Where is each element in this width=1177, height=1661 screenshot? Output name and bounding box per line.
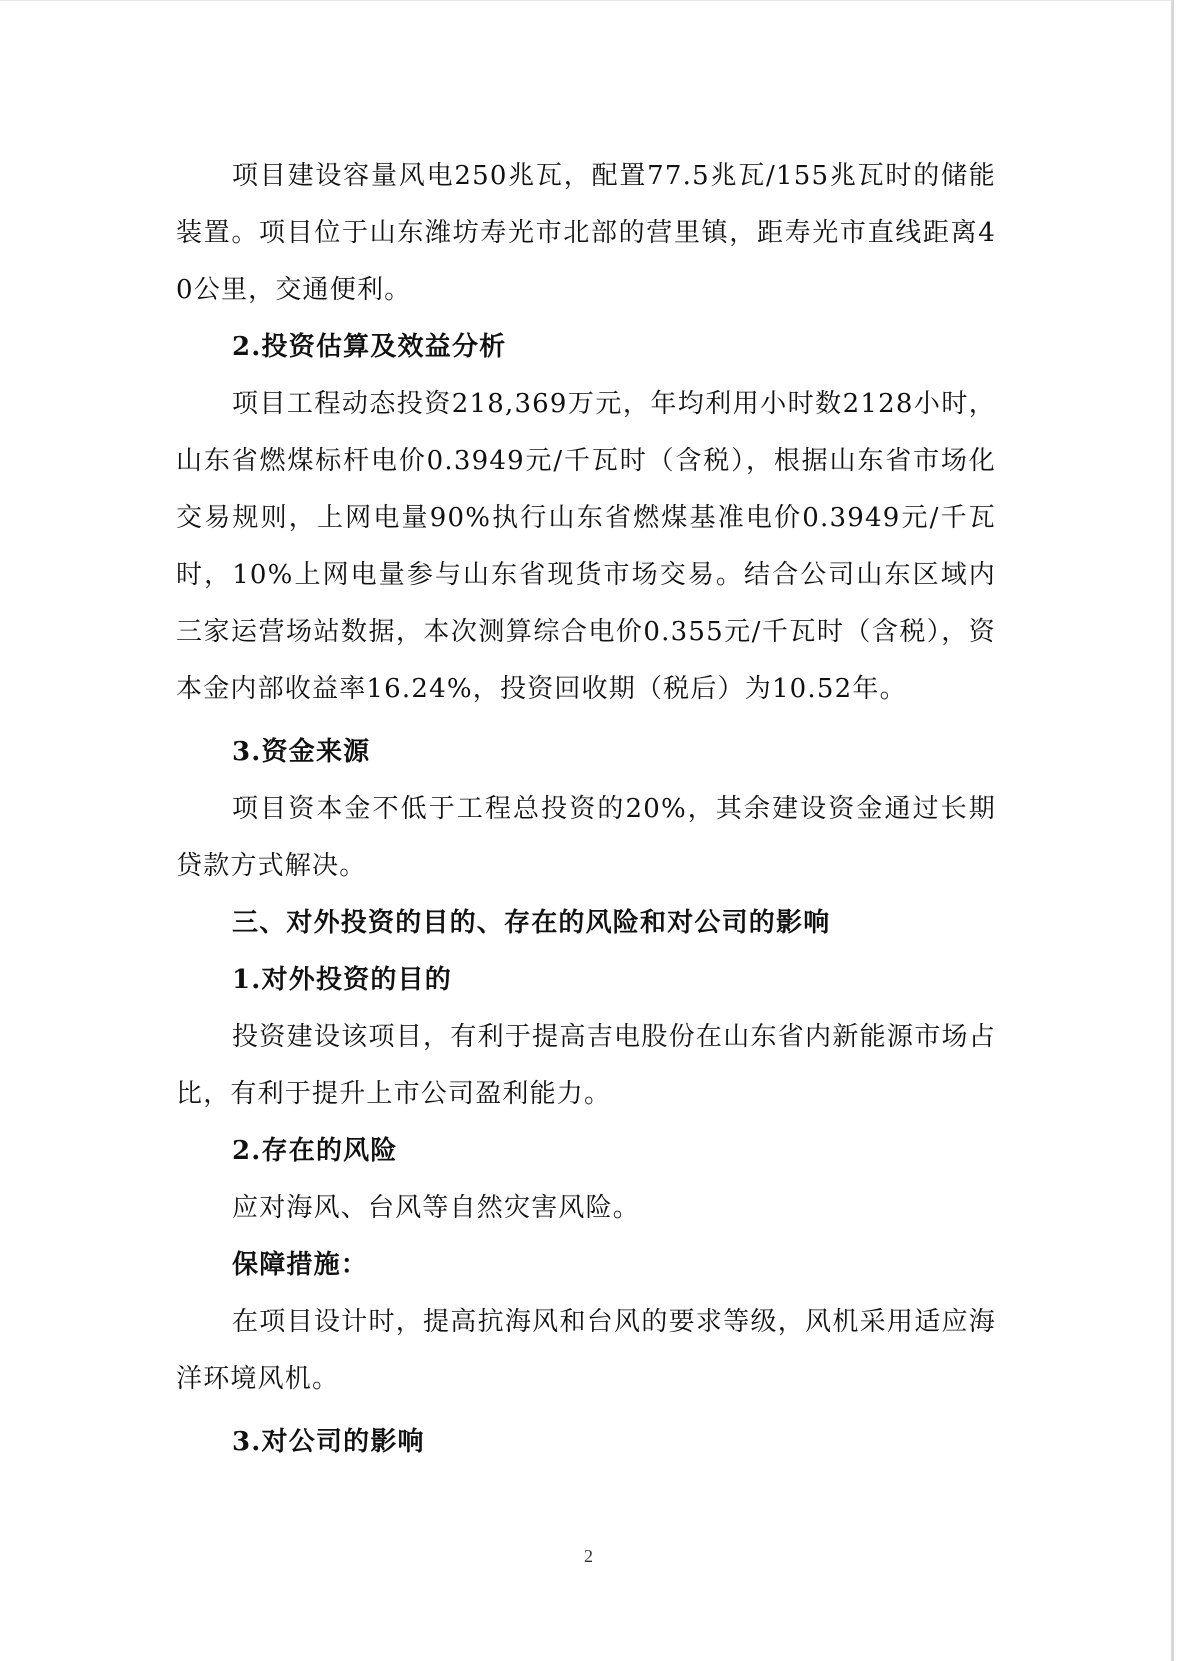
- safeguard-measures-heading: 保障措施：: [232, 1250, 369, 1280]
- funding-source-heading: 3.资金来源: [232, 737, 371, 767]
- section-three-title: 三、对外投资的目的、存在的风险和对公司的影响: [232, 908, 831, 938]
- project-overview-paragraph: 项目建设容量风电250兆瓦，配置77.5兆瓦/155兆瓦时的储能装置。项目位于山东潍坊寿光市北部的营里镇，距寿光市直线距离40公里，交通便利。: [176, 161, 996, 305]
- company-impact-heading: 3.对公司的影响: [232, 1427, 425, 1457]
- investment-estimate-heading: 2.投资估算及效益分析: [232, 332, 507, 362]
- funding-source-paragraph: 项目资本金不低于工程总投资的20%，其余建设资金通过长期贷款方式解决。: [176, 794, 996, 881]
- safeguard-measures-paragraph: 在项目设计时，提高抗海风和台风的要求等级，风机采用适应海洋环境风机。: [176, 1307, 996, 1394]
- investment-analysis-paragraph: 项目工程动态投资218,369万元，年均利用小时数2128小时，山东省燃煤标杆电价0.3949元/千瓦时（含税），根据山东省市场化交易规则，上网电量90%执行山东省燃煤基准电价0.3949元/千瓦时，10%上网电量参与山东省现货市场交易。结合公司山东区域内三家运营场站数据，本次测算综合电价0.355元/千瓦时（含税），资本金内部收益率16.24%，投资回收期（税后）为10.52年。: [176, 389, 996, 704]
- investment-purpose-heading: 1.对外投资的目的: [232, 965, 452, 995]
- risk-paragraph: 应对海风、台风等自然灾害风险。: [232, 1193, 641, 1223]
- page-right-edge: [1171, 0, 1174, 1661]
- risk-heading: 2.存在的风险: [232, 1136, 398, 1166]
- document-body: [176, 148, 996, 1471]
- investment-purpose-paragraph: 投资建设该项目，有利于提高吉电股份在山东省内新能源市场占比，有利于提升上市公司盈利能力。: [176, 1022, 996, 1109]
- page-top-edge: [0, 0, 1174, 1]
- page-number: 2: [584, 1546, 593, 1566]
